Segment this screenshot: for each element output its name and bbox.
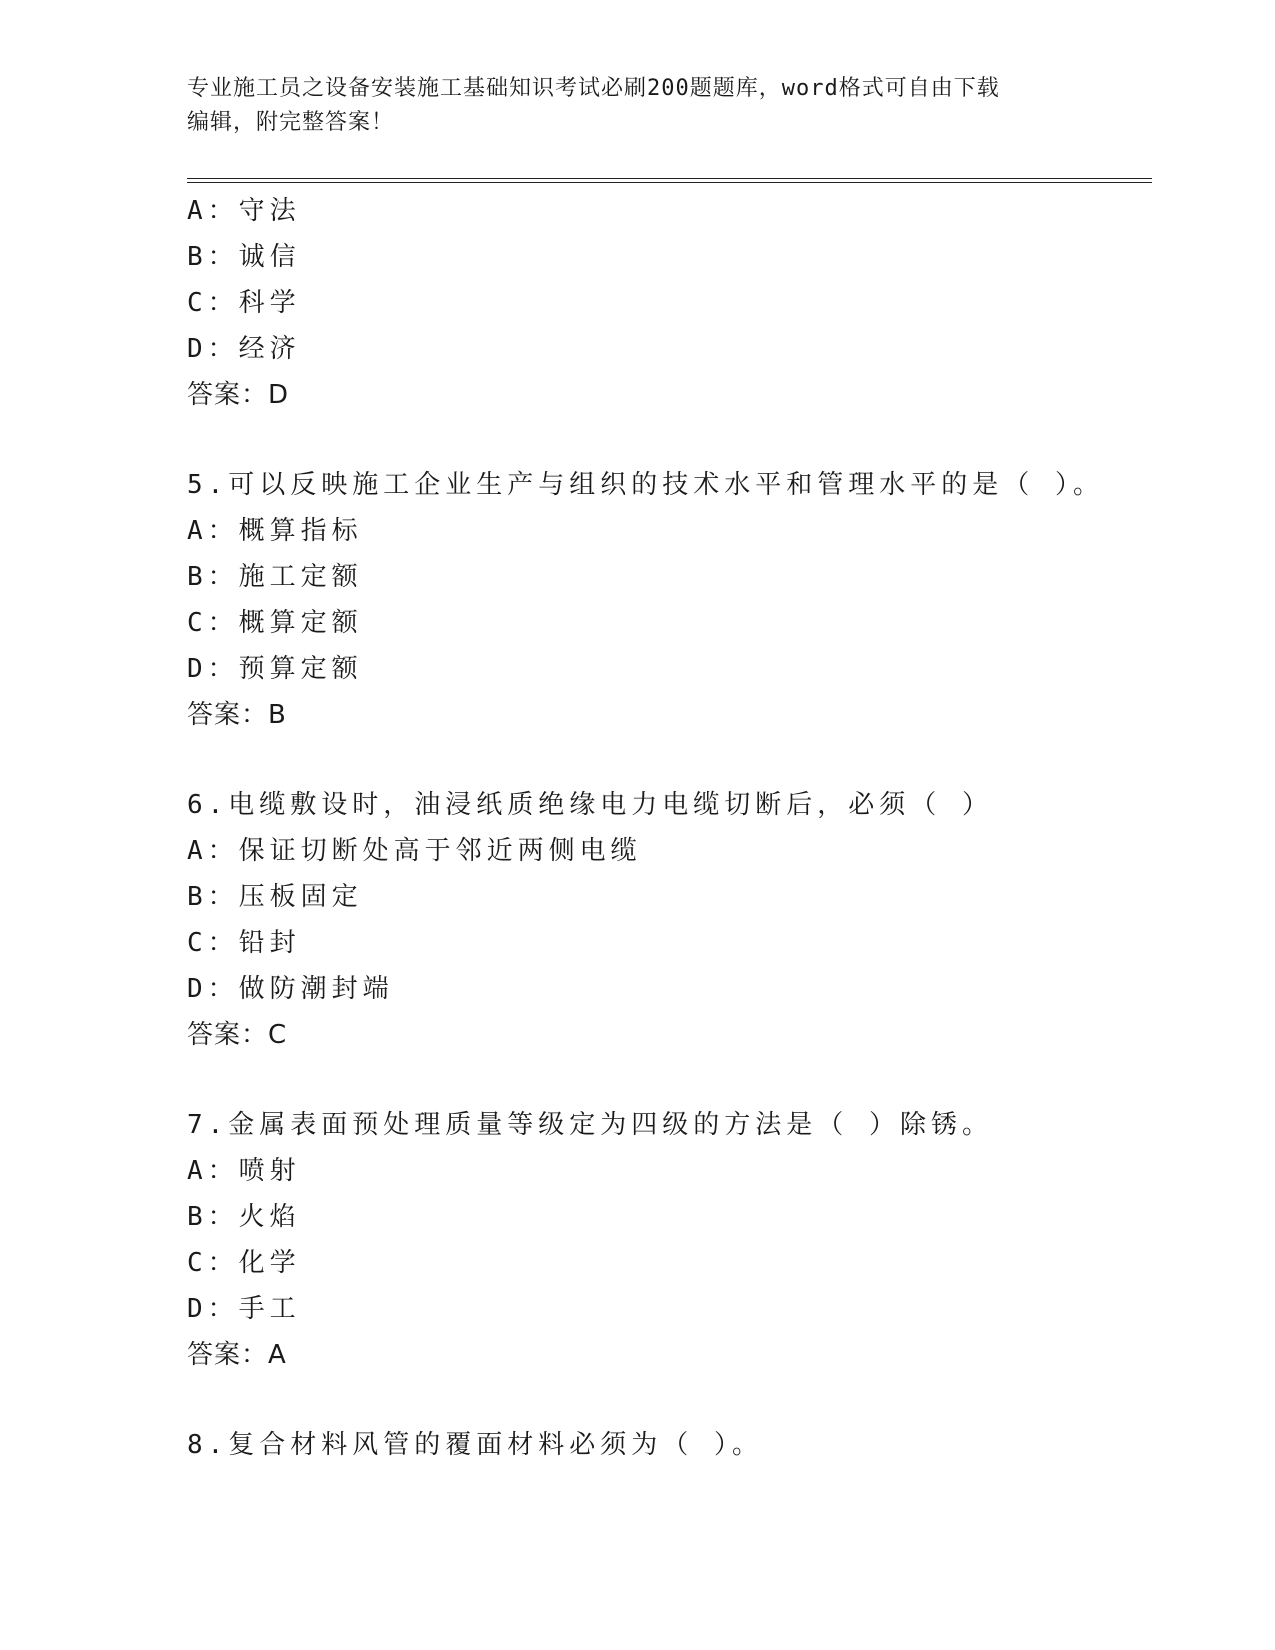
- header-line-2: 编辑，附完整答案！: [187, 110, 395, 135]
- header-divider-top: [187, 178, 1152, 179]
- question-text: 7.金属表面预处理质量等级定为四级的方法是（ ）除锈。: [187, 1110, 993, 1140]
- option-d: D：做防潮封端: [187, 974, 394, 1004]
- question-text: 6.电缆敷设时，油浸纸质绝缘电力电缆切断后，必须（ ）: [187, 790, 993, 820]
- question-block-4: [187, 188, 1147, 418]
- option-b: B：诚信: [187, 242, 301, 272]
- option-d: D：预算定额: [187, 654, 363, 684]
- question-block-8: [187, 1422, 1147, 1468]
- option-b: B：火焰: [187, 1202, 301, 1232]
- question-block-5: [187, 462, 1147, 738]
- option-a: A：守法: [187, 196, 301, 226]
- question-block-7: [187, 1102, 1147, 1378]
- answer-text: 答案：C: [187, 1020, 288, 1050]
- question-text: 8.复合材料风管的覆面材料必须为（ ）。: [187, 1430, 763, 1460]
- header-line-1: 专业施工员之设备安装施工基础知识考试必刷200题题库，word格式可自由下载: [187, 76, 1000, 101]
- option-a: A：喷射: [187, 1156, 301, 1186]
- option-c: C：化学: [187, 1248, 301, 1278]
- option-a: A：保证切断处高于邻近两侧电缆: [187, 836, 642, 866]
- question-list: [187, 188, 1147, 1468]
- option-b: B：压板固定: [187, 882, 363, 912]
- option-b: B：施工定额: [187, 562, 363, 592]
- option-c: C：铅封: [187, 928, 301, 958]
- answer-text: 答案：B: [187, 700, 287, 730]
- option-d: D：手工: [187, 1294, 301, 1324]
- header-divider-bottom: [187, 182, 1152, 183]
- option-a: A：概算指标: [187, 516, 363, 546]
- question-block-6: [187, 782, 1147, 1058]
- answer-text: 答案：A: [187, 1340, 287, 1370]
- answer-text: 答案：D: [187, 380, 290, 410]
- option-c: C：科学: [187, 288, 301, 318]
- document-header: [187, 72, 1087, 140]
- option-d: D：经济: [187, 334, 301, 364]
- option-c: C：概算定额: [187, 608, 363, 638]
- question-text: 5.可以反映施工企业生产与组织的技术水平和管理水平的是（ ）。: [187, 470, 1104, 500]
